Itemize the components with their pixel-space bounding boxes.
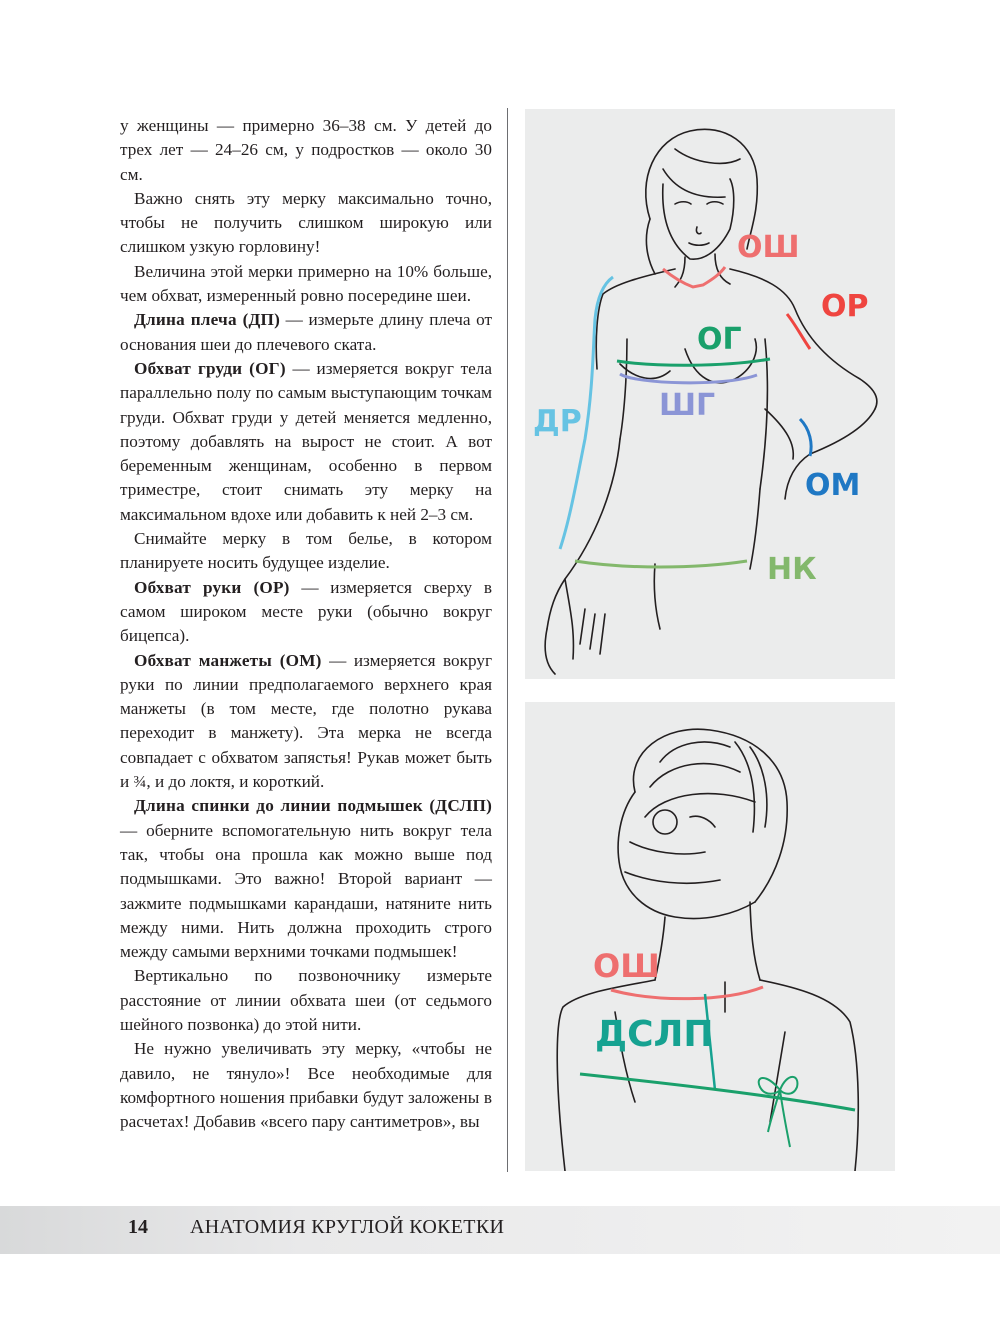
label-shg: ШГ: [659, 388, 716, 423]
definition: — измерьте длину плеча от основания шеи до плечевого ската.: [120, 310, 492, 354]
label-dr: ДР: [533, 404, 582, 439]
label-om: ОМ: [805, 468, 861, 503]
definition: — измеряется сверху в самом широком месте руки (обычно вокруг бицепса).: [120, 577, 492, 646]
back-figure-illustration: [525, 702, 895, 1171]
underarm-thread-line: [580, 1074, 855, 1110]
paragraph: Важно снять эту мерку максимально точно, чтобы не получить слишком широкую или слишком узкую горловину!: [120, 188, 492, 257]
label-nk: НК: [767, 552, 817, 587]
running-title: АНАТОМИЯ КРУГЛОЙ КОКЕТКИ: [190, 1216, 505, 1238]
cuff-girth-line: [800, 419, 811, 456]
label-osh: ОШ: [593, 947, 660, 985]
paragraph: Снимайте мерку в том белье, в котором планируете носить будущее изделие.: [120, 529, 492, 573]
paragraph: Не нужно увеличивать эту мерку, «чтобы не давило, не тянуло»! Все необходимые для комфортного ношения прибавки будут заложены в расчетах! Добавив «всего пару сантиметров», вы: [120, 1039, 492, 1132]
bottom-line: [575, 561, 747, 567]
term: Обхват руки (ОР): [134, 577, 290, 597]
label-osh: ОШ: [737, 230, 800, 265]
paragraph-back-length: [120, 794, 492, 964]
paragraph-cuff-girth: [120, 649, 492, 795]
term: Обхват груди (ОГ): [134, 358, 286, 378]
term: Обхват манжеты (ОМ): [134, 650, 322, 670]
term: Длина спинки до линии подмышек (ДСЛП): [134, 796, 492, 816]
definition: — измеряется вокруг руки по линии предполагаемого верхнего края манжеты (в том месте, где полотно рукава переходит в манжету). Эта мерка не всегда совпадает с обхватом запястья! Рукав может быть и ¾, и до локтя, и короткий.: [120, 650, 492, 792]
body-text: [120, 114, 492, 1134]
paragraph-shoulder-length: [120, 308, 492, 357]
column-divider: [507, 108, 508, 1172]
term: Длина плеча (ДП): [134, 310, 281, 330]
paragraph-arm-girth: [120, 576, 492, 649]
paragraph: Вертикально по позвоночнику измерьте расстояние от линии обхвата шеи (от седьмого шейного позвонка) до этой нити.: [120, 966, 492, 1034]
paragraph: у женщины — примерно 36–38 см. У детей до трех лет — 24–26 см, у подростков — около 30 см.: [120, 116, 492, 184]
label-or: ОР: [821, 289, 869, 324]
paragraph: Величина этой мерки примерно на 10% больше, чем обхват, измеренный ровно посередине шеи.: [120, 261, 492, 306]
front-figure-illustration: [525, 109, 895, 679]
label-dslp: ДСЛП: [595, 1014, 714, 1055]
neck-girth-line: [611, 987, 763, 999]
back-figure-panel: [525, 702, 895, 1171]
chest-girth-line: [617, 359, 770, 365]
label-og: ОГ: [697, 322, 742, 357]
definition: — измеряется вокруг тела параллельно полу по самым выступающим точкам груди. Обхват груди у детей меняется медленно, поэтому добавлять на вырост не стоит. А вот беременным женщинам, особенно в первом триместре, стоит снимать эту мерку на максимальном вдохе или добавить к ней 2–3 см.: [120, 358, 493, 524]
paragraph-chest-girth: [120, 357, 492, 527]
front-figure-panel: [525, 109, 895, 679]
thread-bow: [759, 1077, 798, 1147]
definition: — оберните вспомогательную нить вокруг тела так, чтобы она прошла как можно выше под подмышками. Это важно! Второй вариант — зажмите подмышками карандаши, натяните нить между ними. Нить должна проходить строго между самыми верхними точками подмышек!: [120, 820, 492, 962]
page-number: 14: [128, 1216, 148, 1238]
